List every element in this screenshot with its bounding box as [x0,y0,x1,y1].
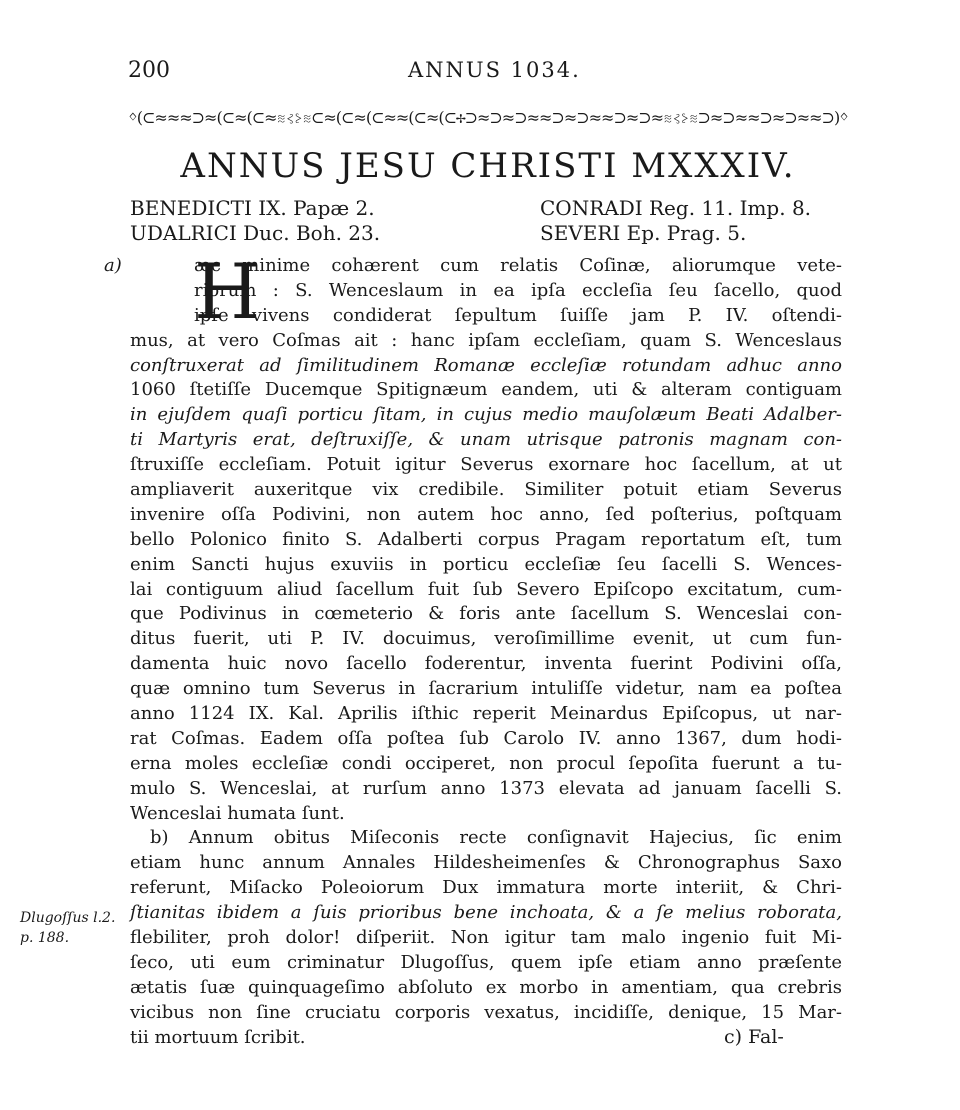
text-line: ſeco, uti eum criminatur Dlugoſſus, quem ipſe etiam anno præſente [130,951,842,973]
text-line: flebiliter, proh dolor! diſperiit. Non igitur tam malo ingenio fuit Mi- [130,927,842,949]
text-line: ampliaverit auxeritque vix credibile. Similiter potuit etiam Severus [130,479,842,501]
reign-benedict: BENEDICTI IX. Papæ 2. [130,196,375,220]
text-line: tii mortuum ſcribit. [130,1026,306,1048]
running-title: ANNUS 1034. [408,58,581,82]
text-line: anno 1124 IX. Kal. Aprilis iſthic reperit Meinardus Epiſcopus, ut nar- [130,703,842,725]
reign-udalric: UDALRICI Duc. Boh. 23. [130,221,381,245]
page-number: 200 [128,58,170,83]
text-line: riorum : S. Wenceslaum in ea ipſa eccleſia ſeu ſacello, quod [194,279,842,301]
text-line: 1060 ſtetiſſe Ducemque Spitignæum eandem, uti & alteram contiguam [130,379,842,401]
text-line: ſtruxiſſe eccleſiam. Potuit igitur Severus exornare hoc ſacellum, at ut [130,454,842,476]
text-line: mus, at vero Coſmas ait : hanc ipſam eccleſiam, quam S. Wenceslaus [130,329,842,351]
text-line: damenta huic novo ſacello foderentur, inventa fuerint Podivini oſſa, [130,653,842,675]
text-line: ditus fuerit, uti P. IV. docuimus, veroſimillime evenit, ut cum fun- [130,628,842,650]
text-line: erna moles eccleſiæ condi occiperet, non procul ſepoſita fuerunt a tu- [130,752,842,774]
drop-cap: H [194,247,261,336]
text-line: ti Martyris erat, deſtruxiſſe, & unam utrisque patronis magnam con- [130,429,842,451]
text-line: Wenceslai humata ſunt. [130,802,345,824]
text-line: rat Coſmas. Eadem oſſa poſtea ſub Carolo IV. anno 1367, dum hodi- [130,727,842,749]
text-line: in ejuſdem quaſi porticu ſitam, in cujus medio mauſolæum Beati Adalber- [130,404,842,426]
text-line: æc minime cohærent cum relatis Coſinæ, aliorumque vete- [194,255,842,276]
text-line: referunt, Miſacko Poleoiorum Dux immatura morte interiit, & Chri- [130,877,842,899]
note-a-marker: a) [104,255,122,276]
text-line: conſtruxerat ad ſimilitudinem Romanæ eccleſiæ rotundam adhuc anno [130,354,842,376]
body-text [104,247,842,1051]
reign-conrad: CONRADI Reg. 11. Imp. 8. [540,196,812,220]
text-line: enim Sancti hujus exuviis in porticu eccleſiæ ſeu ſacelli S. Wences- [130,553,842,575]
text-line: etiam hunc annum Annales Hildesheimenſes & Chronographus Saxo [130,852,842,874]
catchword: c) Fal- [724,1026,784,1048]
margin-note-line-1: Dlugoſſus l.2. [20,910,116,926]
reign-line-1 [130,196,850,222]
text-line: b) Annum obitus Miſeconis recte conſignavit Hajecius, ſic enim [150,827,842,849]
text-line: mulo S. Wenceslai, at rurſum anno 1373 elevata ad januam ſacelli S. [130,777,842,799]
page-title: ANNUS JESU CHRISTI MXXXIV. [180,146,796,186]
text-line: ipſe vivens condiderat ſepultum ſuiſſe jam P. IV. oſtendi- [194,304,842,326]
running-head [128,58,848,88]
text-line: quæ omnino tum Severus in ſacrarium intuliſſe videtur, nam ea poſtea [130,678,842,700]
text-line: que Podivinus in cœmeterio & foris ante ſacellum S. Wenceslai con- [130,603,842,625]
ornament-band: ᛜ(⊂≈≈≈⊃≈(⊂≈(⊂≈≋⊰⊱≋⊂≈(⊂≈(⊂≈≈(⊂≈(⊂✢⊃≈⊃≈⊃≈≈⊃≈⊃≈≈⊃≈⊃≈≋⊰⊱≋⊃≈⊃≈≈⊃≈⊃≈≈⊃)ᛜ [128,108,848,127]
margin-note-line-2: p. 188. [20,930,70,946]
text-line: invenire oſſa Podivini, non autem hoc anno, ſed poſterius, poſtquam [130,503,842,525]
reign-severus: SEVERI Ep. Prag. 5. [540,221,747,245]
text-line: vicibus non ſine cruciatu corporis vexatus, incidiſſe, denique, 15 Mar- [130,1001,842,1023]
reign-line-2 [130,221,850,247]
text-line: ſtianitas ibidem a ſuis prioribus bene inchoata, & a ſe melius roborata, [130,902,842,924]
text-line: lai contiguum aliud ſacellum fuit ſub Severo Epiſcopo excitatum, cum- [130,578,842,600]
text-line: bello Polonico finito S. Adalberti corpus Pragam reportatum eſt, tum [130,528,842,550]
text-line: ætatis ſuæ quinquageſimo abſoluto ex morbo in amentiam, qua crebris [130,976,842,998]
